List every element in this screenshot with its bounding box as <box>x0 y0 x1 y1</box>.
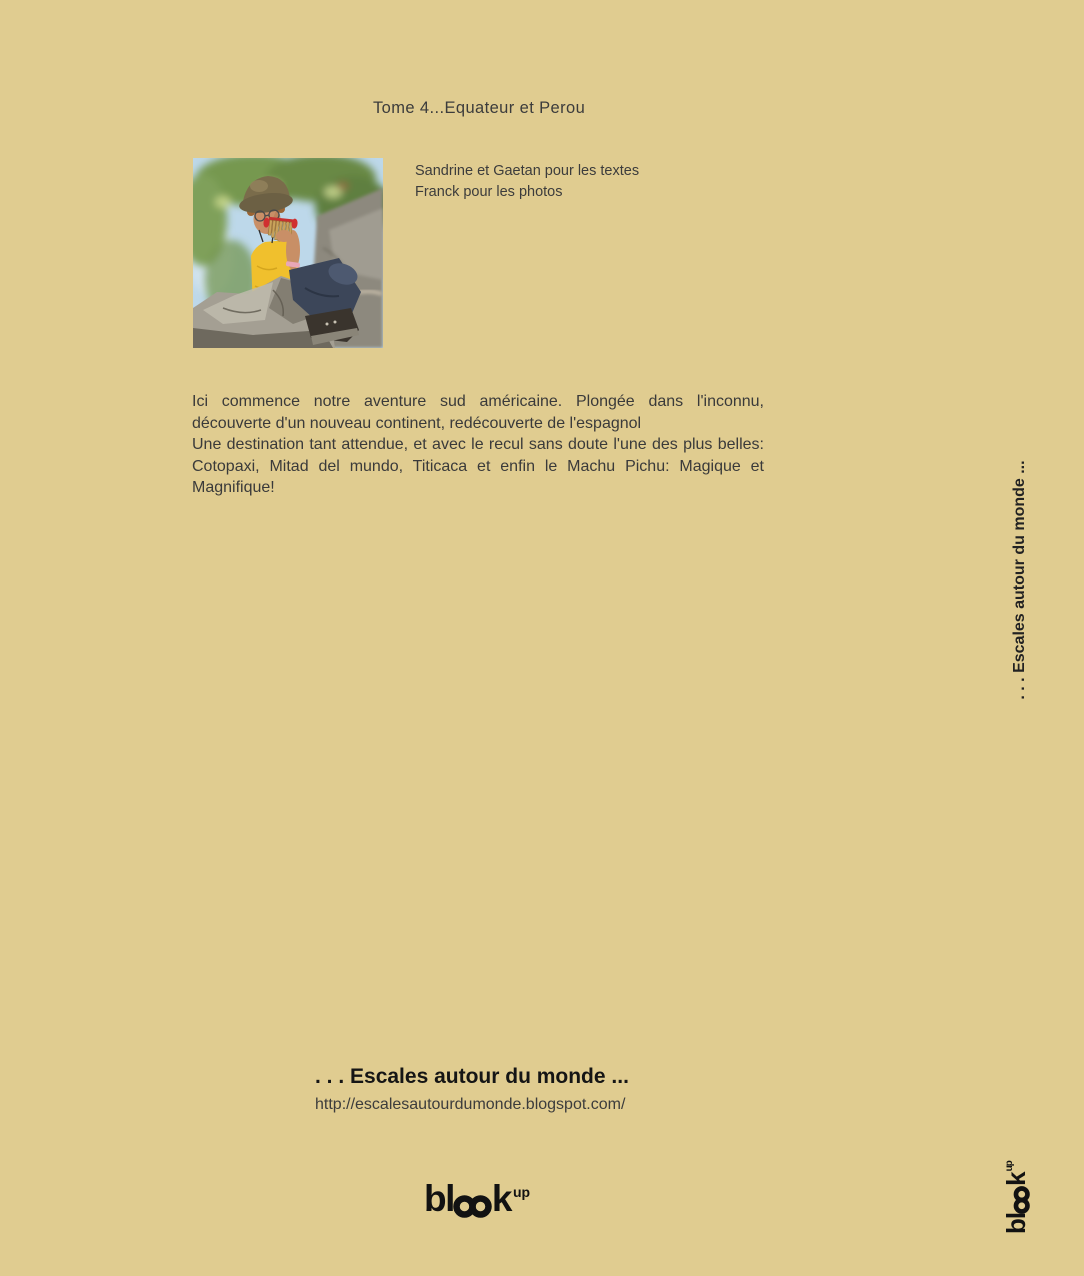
side-vertical-tagline: . . . Escales autour du monde ... <box>1011 460 1028 700</box>
credits-photos-line: Franck pour les photos <box>415 184 563 200</box>
logo-side-text-k: k <box>1001 1172 1031 1186</box>
footer-tagline: . . . Escales autour du monde ... <box>315 1065 629 1088</box>
logo-sup-up: up <box>512 1184 531 1200</box>
photo-illustration <box>193 158 383 348</box>
logo-side-text-bl: bl <box>1001 1212 1031 1234</box>
blookup-logo <box>424 1178 531 1220</box>
logo-text-k: k <box>491 1178 511 1219</box>
logo-text-bl: bl <box>424 1178 454 1219</box>
child-pan-flute-photo <box>193 158 383 348</box>
linked-oo-icon <box>453 1193 492 1218</box>
linked-oo-icon-vertical <box>1012 1186 1030 1214</box>
description-block <box>192 391 764 499</box>
credits-texts-line: Sandrine et Gaetan pour les textes <box>415 163 640 179</box>
volume-title: Tome 4...Equateur et Perou <box>373 99 586 117</box>
credits <box>415 161 639 203</box>
footer-blog-url: http://escalesautourdumonde.blogspot.com/ <box>315 1096 626 1113</box>
description-paragraph-1: Ici commence notre aventure sud américaine. Plongée dans l'inconnu, découverte d'un nouveau continent, redécouverte de l'espagnol <box>192 393 764 432</box>
description-paragraph-2: Une destination tant attendue, et avec le recul sans doute l'une des plus belles: Cotopaxi, Mitad del mundo, Titicaca et enfin le Machu Pichu: Magique et Magnifique! <box>192 436 764 496</box>
blookup-logo-vertical <box>1001 1142 1032 1234</box>
logo-side-sup-up: up <box>1004 1161 1015 1172</box>
